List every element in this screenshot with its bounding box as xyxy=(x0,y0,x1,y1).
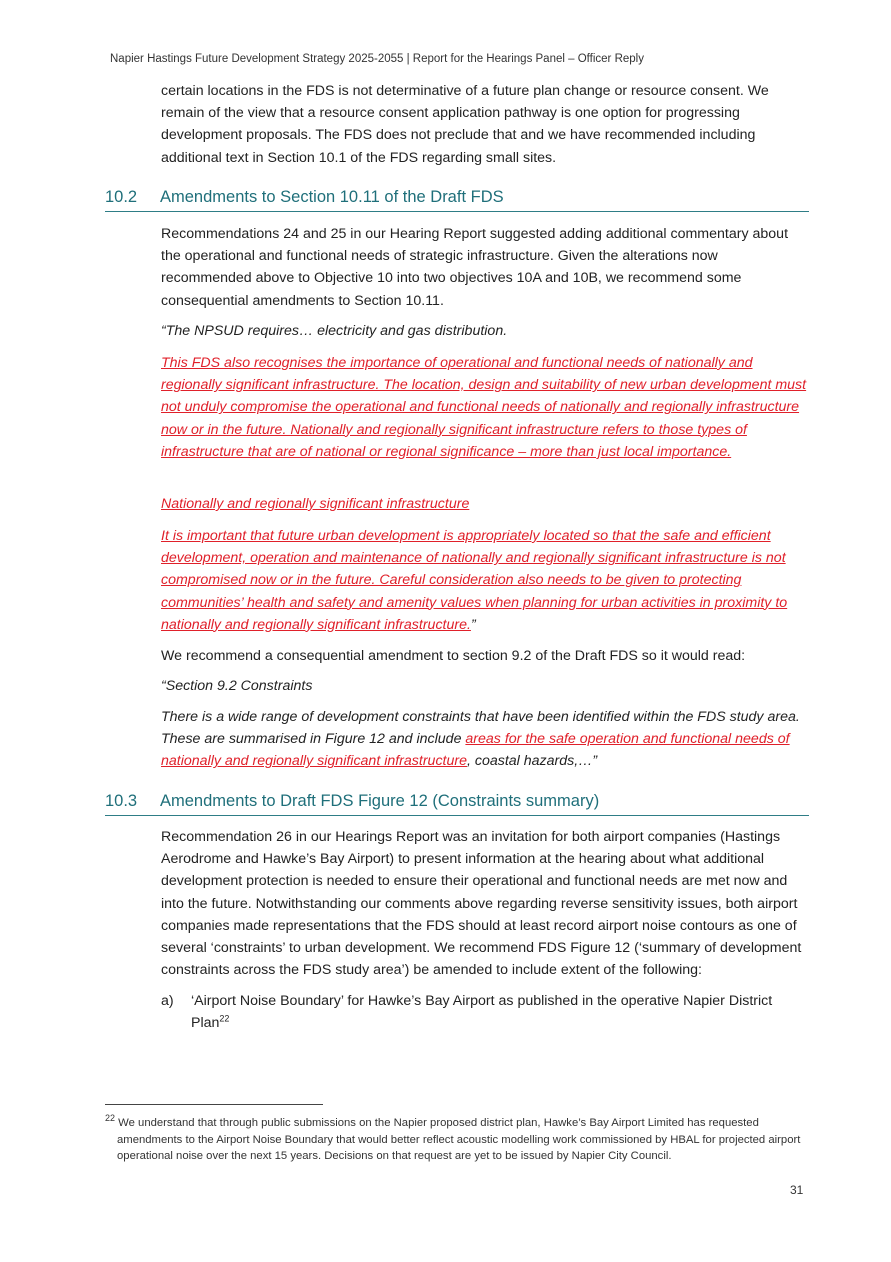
intro-paragraph: certain locations in the FDS is not determinative of a future plan change or resource consent. We remain of the view that a resource consent application pathway is one option for progressing development proposals. The FDS does not preclude that and we have recommended including additional text in Section 10.1 of the FDS regarding small sites. xyxy=(161,83,769,166)
quote-body: There is a wide range of development constraints that have been identified within the FDS study area. These are summarised in Figure 12 and include areas for the safe operation and functional needs of nationally and regionally significant infrastructure, coastal hazards,…” xyxy=(161,709,800,770)
footnote-ref[interactable]: 22 xyxy=(219,1013,230,1024)
amendment-paragraph-1: This FDS also recognises the importance of operational and functional needs of nationally and regionally significant infrastructure. The location, design and suitability of new urban development must not unduly compromise the operational and functional needs of nationally and regionally infrastructure now or in the future. Nationally and regionally significant infrastructure refers to those types of infrastructure that are of national or regional significance – more than just local importance. xyxy=(161,355,807,460)
section-title: Amendments to Draft FDS Figure 12 (Constraints summary) xyxy=(160,792,600,810)
footnote-divider xyxy=(105,1104,323,1105)
section-10-2-paragraph-1: Recommendations 24 and 25 in our Hearing Report suggested adding additional commentary about the operational and functional needs of strategic infrastructure. Given the alterations now recommended above to Objective 10 into two objectives 10A and 10B, we recommend some consequential amendments to Section 10.11. xyxy=(161,226,789,309)
footnote-number: 22 xyxy=(105,1113,116,1124)
section-heading-10-3 xyxy=(105,792,809,816)
running-header: Napier Hastings Future Development Strategy 2025-2055 | Report for the Hearings Panel – Officer Reply xyxy=(110,53,644,65)
page-number: 31 xyxy=(790,1183,804,1197)
section-10-3-paragraph-1: Recommendation 26 in our Hearings Report was an invitation for both airport companies (Hastings Aerodrome and Hawke’s Bay Airport) to present information at the hearing about what additional development protection is needed to ensure their operational and functional needs are met now and into the future. Notwithstanding our comments above regarding reverse sensitivity issues, both airport companies made representations that the FDS should at least record airport noise contours as one of several ‘constraints’ to urban development. We recommend FDS Figure 12 (‘summary of development constraints across the FDS study area’) be amended to include extent of the following: xyxy=(161,829,802,979)
list-item: a) ‘Airport Noise Boundary’ for Hawke’s Bay Airport as published in the operative Napier District Plan$^{22}$ xyxy=(161,990,807,1034)
list-marker: a) xyxy=(161,993,174,1009)
section-number: 10.3 xyxy=(105,792,138,810)
section-number: 10.2 xyxy=(105,188,138,206)
amendment-paragraph-2: It is important that future urban development is appropriately located so that the safe and efficient development, operation and maintenance of nationally and regionally significant infrastructure is not compromised now or in the future. Careful consideration also needs to be given to protecting communities’ health and safety and amenity values when planning for urban activities in proximity to nationally and regionally significant infrastructure.” xyxy=(161,528,788,633)
section-10-2-paragraph-2: We recommend a consequential amendment to section 9.2 of the Draft FDS so it would read: xyxy=(161,648,746,664)
footnote: $^{22}$ We understand that through public submissions on the Napier proposed district plan, Hawke’s Bay Airport Limited has requested amendments to the Airport Noise Boundary that would better reflect acoustic modelling work commissioned by HBAL for projected airport operational noise over the next 15 years. Decisions on that request are yet to be issued by Napier City Council. xyxy=(105,1113,801,1162)
quote-intro: “The NPSUD requires… electricity and gas distribution. xyxy=(161,323,508,339)
section-heading-10-2 xyxy=(105,188,809,212)
section-title: Amendments to Section 10.11 of the Draft FDS xyxy=(160,188,504,206)
amendment-subheading: Nationally and regionally significant infrastructure xyxy=(161,496,470,512)
quote-title: “Section 9.2 Constraints xyxy=(161,678,313,694)
